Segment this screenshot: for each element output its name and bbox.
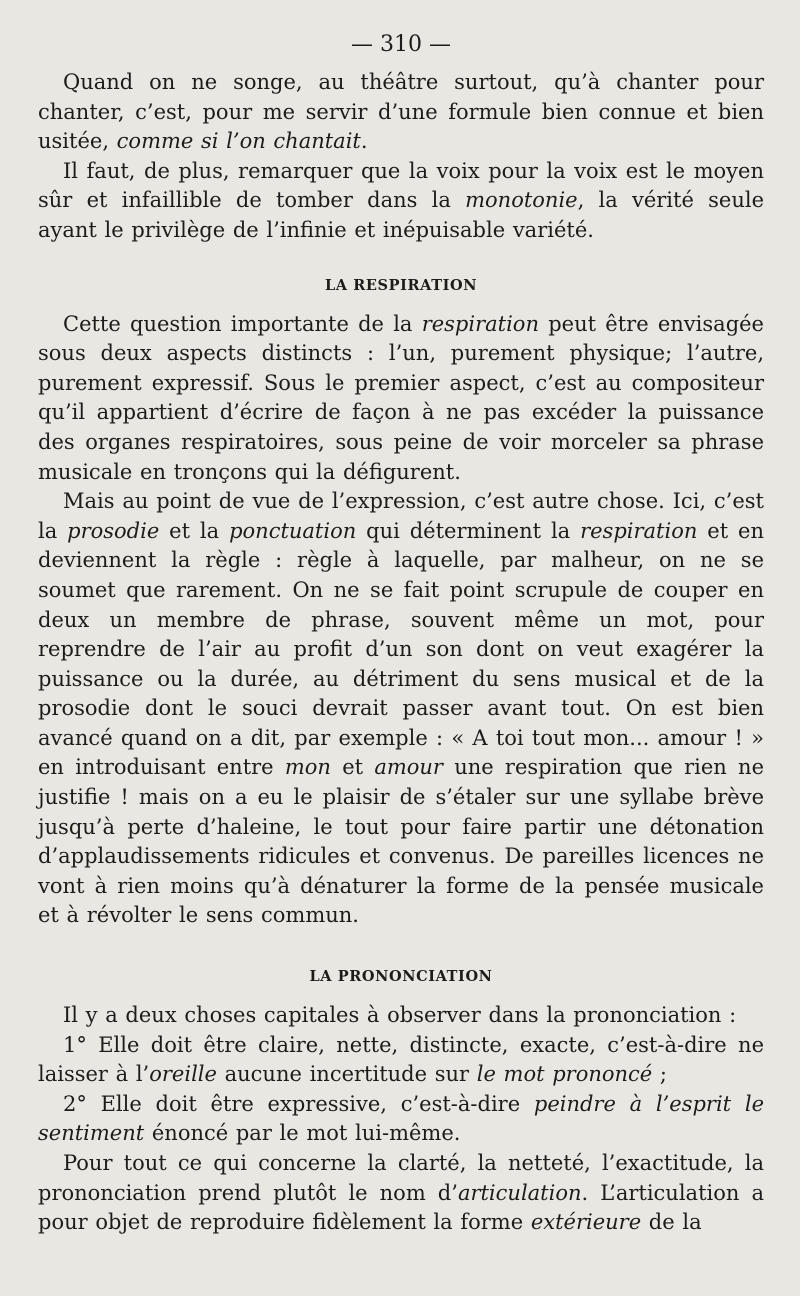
text-run: Il y a deux choses capitales à observer dans la prononciation : [63,1003,737,1028]
italic-text: mon [284,755,331,780]
text-run: aucune incertitude sur [216,1062,477,1087]
text-run: Il faut, de plus, remarquer que la voix pour la voix est le moyen sûr et infaillible de tomber dans la [38,158,764,213]
italic-text: amour [374,755,443,780]
paragraph [38,1001,764,1031]
text-run: Cette question importante de la [63,311,422,336]
text-run: ; [652,1062,667,1087]
text-run: peut être envisagée sous deux aspects distincts : l’un, purement physique; l’autre, purement expressif. Sous le premier aspect, c’est au compositeur qu’il appartient d’écrire de façon à ne pas excéder la puissance des organes respiratoires, sous peine de voir morceler sa phrase musicale en tronçons qui la défigurent. [38,311,764,484]
italic-text: peindre à l’esprit le sentiment [38,1091,764,1146]
text-run: et en deviennent la règle : règle à laquelle, par malheur, on ne se soumet que rarement. On ne se fait point scrupule de couper en deux un membre de phrase, souvent même un mot, pour reprendre de l’air au profit d’un son dont on veut exagérer la puissance ou la durée, au détriment du sens musical et de la prosodie dont le souci devrait passer avant tout. On est bien avancé quand on a dit, par exemple : « A toi tout mon... amour ! » en introduisant entre [38,518,764,780]
paragraph [38,68,764,157]
page-number: — 310 — [351,32,451,57]
text-run: énoncé par le mot lui-même. [144,1121,461,1146]
text-run: une respiration que rien ne justifie ! mais on a eu le plaisir de s’étaler sur une syllabe brève jusqu’à perte d’haleine, le tout pour faire partir une détonation d’applaudissements ridicules et convenus. De pareilles licences ne vont à rien moins qu’à dénaturer la forme de la pensée musicale et à révolter le sens commun. [38,755,764,928]
text-run: et [330,755,375,780]
section-heading-respiration: LA RESPIRATION [324,276,478,294]
italic-text: prosodie [67,518,160,543]
text-run: et la [159,518,230,543]
paragraph [38,487,764,931]
section-heading-prononciation: LA PRONONCIATION [309,968,493,986]
text-run: Quand on ne songe, au théâtre surtout, qu’à chanter pour chanter, c’est, pour me servir d’une formule bien connue et bien usitée, [38,70,764,154]
text-run: Pour tout ce qui concerne la clarté, la netteté, l’exactitude, la prononciation prend plutôt le nom d’ [38,1151,764,1205]
text-run: 1° Elle doit être claire, nette, distincte, exacte, c’est-à-dire ne laisser à l’ [38,1032,764,1087]
text-run: 2° Elle doit être expressive, c’est-à-dire [63,1091,534,1116]
text-run: qui déterminent la [356,518,581,543]
italic-text: comme si l’on chantait [116,129,361,154]
text-run: de la [641,1210,702,1235]
paragraph [38,1031,764,1090]
italic-text: respiration [580,518,698,543]
italic-text: respiration [421,311,539,336]
italic-text: oreille [149,1062,217,1087]
text-run: . [360,129,368,154]
section-intro [38,68,764,246]
italic-text: articulation [457,1180,582,1205]
text-run: Mais au point de vue de l’expression, c’est autre chose. Ici, c’est la [38,489,764,543]
paragraph [38,310,764,488]
section-respiration [38,310,764,931]
italic-text: extérieure [530,1210,642,1235]
italic-text: monotonie [465,188,578,213]
section-prononciation [38,1001,764,1238]
paragraph [38,1149,764,1238]
text-run: . L’articulation a pour objet de reproduire fidèlement la forme [38,1180,764,1235]
italic-text: ponctuation [229,518,357,543]
text-run: , la vérité seule ayant le privilège de l’infinie et inépuisable variété. [38,188,764,242]
paragraph [38,157,764,246]
paragraph [38,1090,764,1149]
italic-text: le mot prononcé [476,1062,653,1087]
